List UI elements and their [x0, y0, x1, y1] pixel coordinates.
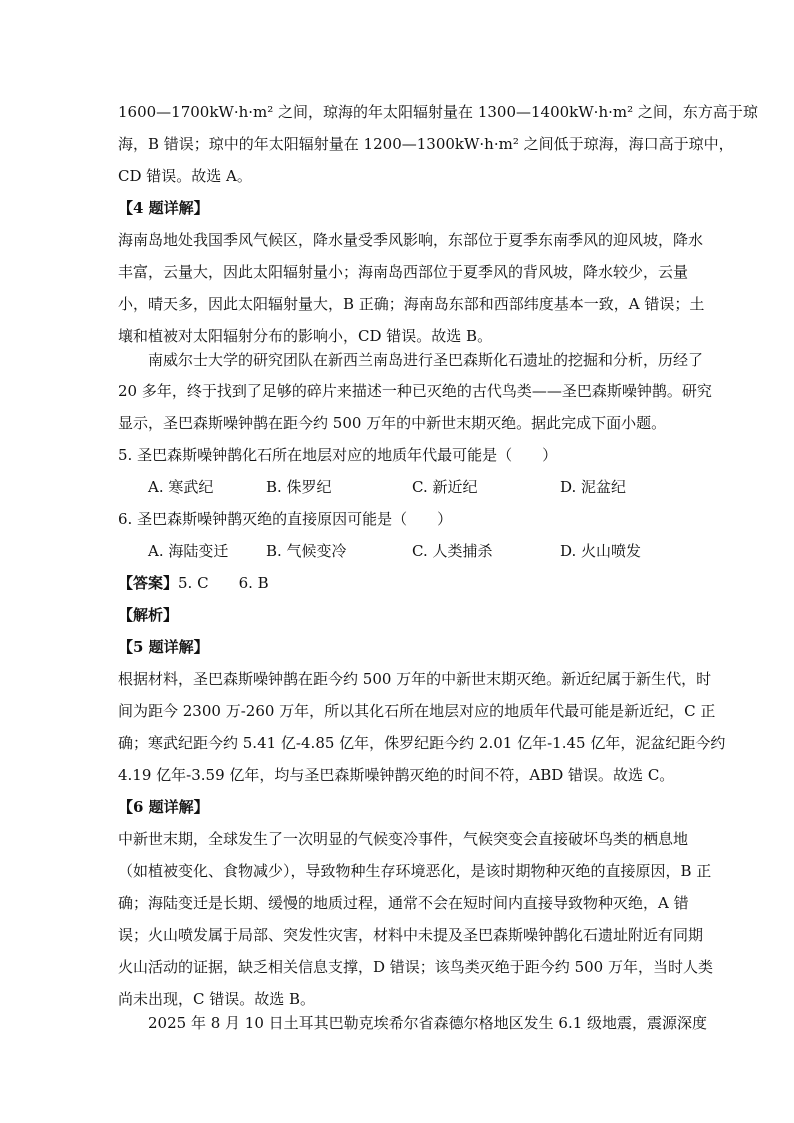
- q6-line-2: （如植被变化、食物减少），导致物种生存环境恶化，是该时期物种灭绝的直接原因，B 正: [118, 862, 712, 880]
- q4-line-2: 丰富，云量大，因此太阳辐射量小；海南岛西部位于夏季风的背风坡，降水较少，云量: [118, 263, 689, 281]
- q4-line-1: 海南岛地处我国季风气候区，降水量受季风影响，东部位于夏季东南季风的迎风坡，降水: [118, 231, 704, 249]
- q4-header: 【4 题详解】: [118, 199, 209, 217]
- q4-line-4: 壤和植被对太阳辐射分布的影响小，CD 错误。故选 B。: [118, 327, 493, 345]
- q5-line-3: 确；寒武纪距今约 5.41 亿-4.85 亿年，侏罗纪距今约 2.01 亿年-1.45 亿年，泥盆纪距今约: [118, 734, 726, 752]
- q5-stem: 5. 圣巴森斯噪钟鹊化石所在地层对应的地质年代最可能是（ ）: [118, 446, 558, 464]
- q6-line-4: 误；火山喷发属于局部、突发性灾害，材料中未提及圣巴森斯噪钟鹊化石遗址附近有同期: [118, 926, 704, 944]
- q4-line-3: 小，晴天多，因此太阳辐射量大，B 正确；海南岛东部和西部纬度基本一致，A 错误；土: [118, 295, 705, 313]
- answer-text: 5. C 6. B: [178, 574, 269, 592]
- material-line-3: 显示，圣巴森斯噪钟鹊在距今约 500 万年的中新世末期灭绝。据此完成下面小题。: [118, 414, 667, 432]
- q5-option-d: D. 泥盆纪: [560, 478, 627, 496]
- q5-line-4: 4.19 亿年-3.59 亿年，均与圣巴森斯噪钟鹊灭绝的时间不符，ABD 错误。故选 C。: [118, 766, 675, 784]
- q6-line-6: 尚未出现，C 错误。故选 B。: [118, 990, 316, 1008]
- paragraph-top-line-1: 1600—1700kW·h·m² 之间，琼海的年太阳辐射量在 1300—1400kW·h·m² 之间，东方高于琼: [118, 103, 758, 121]
- q5-option-b: B. 侏罗纪: [266, 478, 332, 496]
- paragraph-top-line-2: 海，B 错误；琼中的年太阳辐射量在 1200—1300kW·h·m² 之间低于琼海，海口高于琼中，: [118, 135, 734, 153]
- analysis-header: 【解析】: [118, 606, 179, 624]
- q6-option-b: B. 气候变冷: [266, 542, 347, 560]
- paragraph-top-line-3: CD 错误。故选 A。: [118, 167, 252, 185]
- q5-line-2: 间为距今 2300 万-260 万年，所以其化石所在地层对应的地质年代最可能是新近纪，C 正: [118, 702, 716, 720]
- answer-line: [118, 573, 269, 593]
- q5-header: 【5 题详解】: [118, 638, 209, 656]
- q6-option-d: D. 火山喷发: [560, 542, 642, 560]
- q5-option-c: C. 新近纪: [412, 478, 478, 496]
- q6-stem: 6. 圣巴森斯噪钟鹊灭绝的直接原因可能是（ ）: [118, 510, 453, 528]
- q6-line-1: 中新世末期，全球发生了一次明显的气候变冷事件，气候突变会直接破坏鸟类的栖息地: [118, 830, 689, 848]
- q6-option-a: A. 海陆变迁: [148, 542, 229, 560]
- answer-label: 【答案】: [118, 574, 179, 592]
- q5-line-1: 根据材料，圣巴森斯噪钟鹊在距今约 500 万年的中新世末期灭绝。新近纪属于新生代，时: [118, 670, 712, 688]
- q6-line-5: 火山活动的证据，缺乏相关信息支撑，D 错误；该鸟类灭绝于距今约 500 万年，当时人类: [118, 958, 713, 976]
- material-line-1: 南威尔士大学的研究团队在新西兰南岛进行圣巴森斯化石遗址的挖掘和分析，历经了: [148, 351, 704, 369]
- q6-header: 【6 题详解】: [118, 798, 209, 816]
- material-line-2: 20 多年，终于找到了足够的碎片来描述一种已灭绝的古代鸟类——圣巴森斯噪钟鹊。研究: [118, 382, 712, 400]
- q6-line-3: 确；海陆变迁是长期、缓慢的地质过程，通常不会在短时间内直接导致物种灭绝，A 错: [118, 894, 689, 912]
- next-material-line: 2025 年 8 月 10 日土耳其巴勒克埃希尔省森德尔格地区发生 6.1 级地震，震源深度: [148, 1014, 708, 1032]
- q6-option-c: C. 人类捕杀: [412, 542, 493, 560]
- q5-option-a: A. 寒武纪: [148, 478, 214, 496]
